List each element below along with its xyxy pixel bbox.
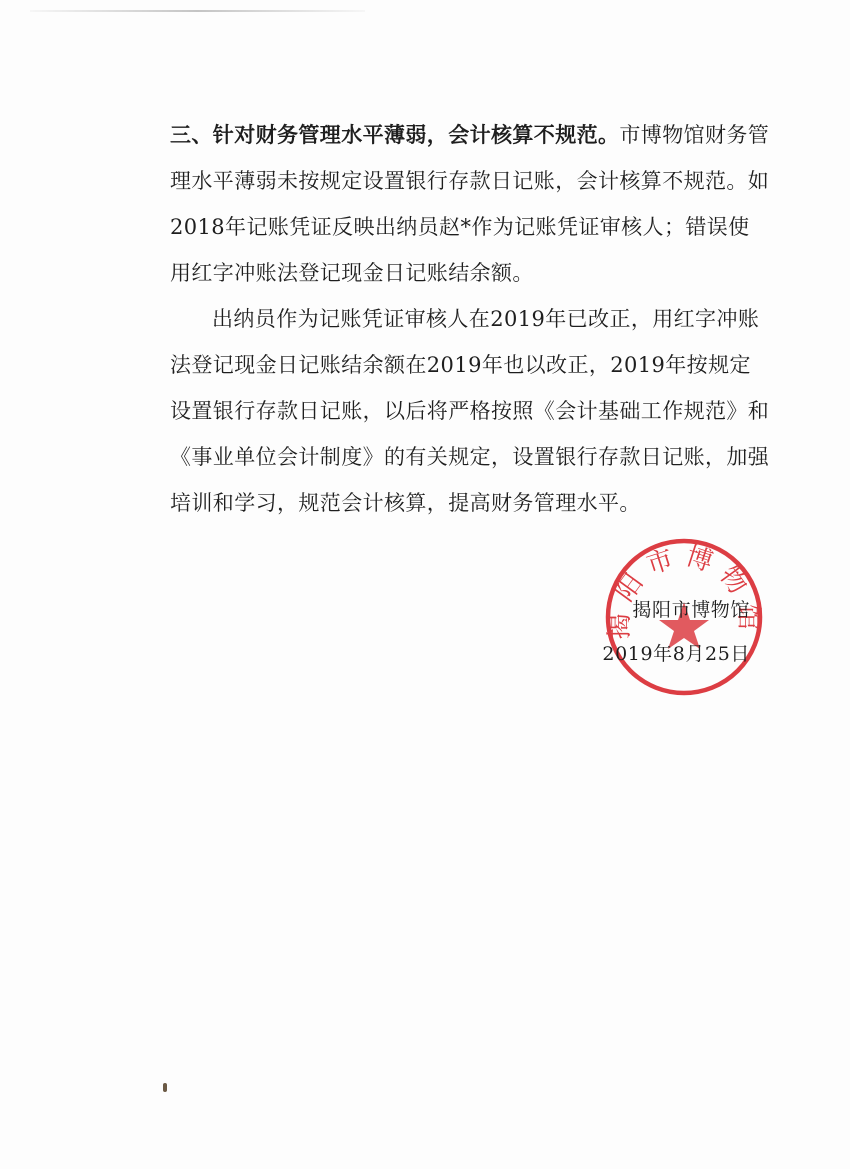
signature-block: [602, 588, 750, 676]
scan-edge-line: [30, 10, 365, 12]
paragraph-rectification: [170, 296, 770, 526]
paragraph-rectification-text: 出纳员作为记账凭证审核人在2019年已改正，用红字冲账法登记现金日记账结余额在2019年也以改正，2019年按规定设置银行存款日记账，以后将严格按照《会计基础工作规范》和《事业单位会计制度》的有关规定，设置银行存款日记账，加强培训和学习，规范会计核算，提高财务管理水平。: [170, 307, 770, 515]
document-body: [170, 112, 770, 526]
paragraph-heading: 三、针对财务管理水平薄弱，会计核算不规范。: [170, 123, 620, 147]
signature-organization: 揭阳市博物馆: [632, 599, 750, 621]
signature-date: 2019年8月25日: [602, 643, 750, 665]
paragraph-finding-text: 市博物馆财务管理水平薄弱未按规定设置银行存款日记账，会计核算不规范。如2018年记账凭证反映出纳员赵*作为记账凭证审核人；错误使用红字冲账法登记现金日记账结余额。: [170, 123, 770, 285]
seal-text: 揭阳市博物馆: [604, 541, 764, 640]
paragraph-finding: [170, 112, 770, 296]
scan-speck: [163, 1083, 167, 1092]
